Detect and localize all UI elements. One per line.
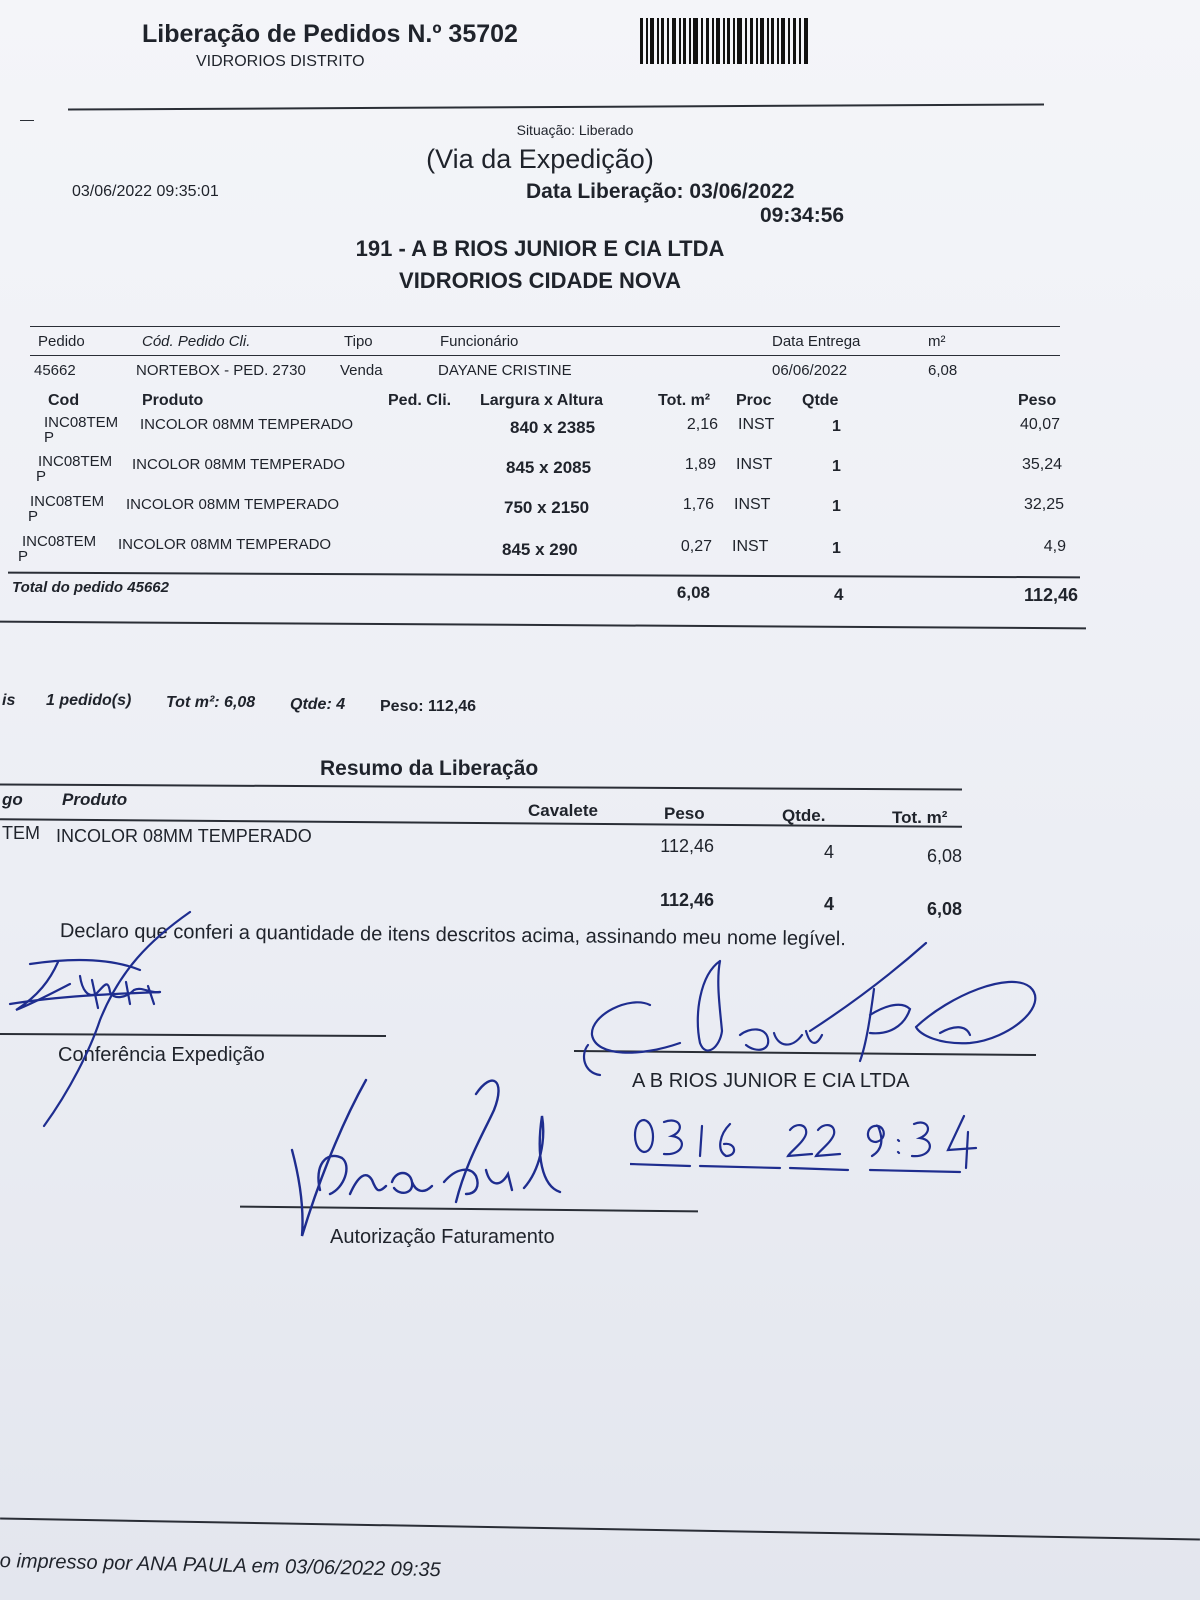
col-data-entrega: Data Entrega (772, 333, 861, 350)
items-col-qtde: Qtde (802, 392, 839, 409)
item-proc: INST (738, 416, 775, 433)
item-peso: 35,24 (1021, 456, 1062, 473)
item-tot-m2: 1,76 (682, 496, 714, 513)
summary-m2: Tot m²: 6,08 (166, 694, 256, 711)
col-pedido: Pedido (38, 333, 85, 350)
items-total-rule (8, 572, 1080, 579)
resumo-row-produto: INCOLOR 08MM TEMPERADO (56, 826, 312, 846)
item-peso: 40,07 (1019, 416, 1060, 433)
status-text: Situação: Liberado (516, 122, 634, 138)
item-tot-m2: 1,89 (684, 456, 716, 473)
item-peso: 4,9 (1043, 538, 1066, 555)
items-col-produto: Produto (142, 392, 204, 409)
declaration-text: Declaro que conferi a quantidade de itens descritos acima, assinando meu nome legível. (59, 920, 846, 951)
order-m2: 6,08 (928, 362, 958, 379)
autorizacao-label: Autorização Faturamento (330, 1226, 555, 1248)
col-funcionario: Funcionário (440, 333, 519, 350)
order-type: Venda (340, 362, 383, 379)
item-dimensions: 845 x 2085 (506, 458, 592, 477)
order-total-peso: 112,46 (1023, 585, 1078, 605)
items-col-tot-m2: Tot. m² (658, 392, 711, 409)
order-number: 45662 (34, 362, 76, 379)
item-qtde: 1 (832, 498, 841, 515)
conferencia-label: Conferência Expedição (58, 1044, 265, 1066)
item-code: INC08TEM (22, 533, 97, 550)
store-name: VIDRORIOS CIDADE NOVA (399, 268, 681, 293)
barcode-icon (640, 18, 810, 64)
copy-type: (Via da Expedição) (426, 144, 654, 174)
resumo-top-rule (0, 783, 962, 790)
item-code-suffix: P (44, 429, 55, 446)
footer-rule (0, 1518, 1200, 1541)
order-total-m2: 6,08 (676, 583, 710, 602)
resumo-col-produto: Produto (62, 790, 128, 809)
client-name: 191 - A B RIOS JUNIOR E CIA LTDA (355, 236, 725, 261)
resumo-col-qtde: Qtde. (782, 806, 826, 825)
col-cod-cli: Cód. Pedido Cli. (142, 333, 251, 350)
item-code-suffix: P (36, 468, 47, 485)
order-total-label: Total do pedido 45662 (12, 579, 169, 596)
item-peso: 32,25 (1023, 496, 1064, 513)
summary-qtde: Qtde: 4 (290, 696, 346, 713)
resumo-total-tot: 6,08 (926, 899, 962, 919)
item-product: INCOLOR 08MM TEMPERADO (140, 416, 354, 433)
handwritten-date-ink (630, 1110, 1010, 1190)
item-proc: INST (734, 496, 771, 513)
item-proc: INST (732, 538, 769, 555)
order-top-rule (30, 326, 1060, 327)
item-dimensions: 845 x 290 (502, 540, 578, 559)
branch-name: VIDRORIOS DISTRITO (196, 53, 365, 70)
release-time: 09:34:56 (760, 204, 845, 227)
section-divider (0, 621, 1086, 630)
item-tot-m2: 0,27 (680, 538, 712, 555)
resumo-col-peso: Peso (664, 804, 705, 823)
order-header-rule (30, 355, 1060, 356)
signature-autorizacao-ink (280, 1070, 600, 1250)
item-qtde: 1 (832, 540, 841, 557)
items-col-cod: Cod (48, 392, 80, 409)
client-signature-label: A B RIOS JUNIOR E CIA LTDA (632, 1070, 910, 1092)
item-code: INC08TEM (44, 414, 119, 431)
release-date: Data Liberação: 03/06/2022 (526, 180, 795, 203)
item-product: INCOLOR 08MM TEMPERADO (132, 456, 346, 473)
items-col-dimensions: Largura x Altura (480, 392, 603, 409)
item-tot-m2: 2,16 (686, 416, 718, 433)
item-code: INC08TEM (30, 493, 105, 510)
item-product: INCOLOR 08MM TEMPERADO (118, 536, 332, 553)
resumo-row-tot: 6,08 (926, 846, 962, 866)
resumo-col-cod: go (2, 790, 23, 809)
items-col-proc: Proc (736, 392, 772, 409)
header-divider (68, 103, 1044, 110)
item-qtde: 1 (832, 418, 841, 435)
resumo-row-qtde: 4 (824, 842, 835, 862)
item-code-suffix: P (18, 548, 29, 565)
order-total-qtde: 4 (834, 585, 844, 604)
item-proc: INST (736, 456, 773, 473)
print-timestamp: 03/06/2022 09:35:01 (72, 183, 219, 200)
resumo-total-qtde: 4 (824, 894, 835, 914)
items-col-ped-cli: Ped. Cli. (388, 392, 452, 409)
item-product: INCOLOR 08MM TEMPERADO (126, 496, 340, 513)
order-employee: DAYANE CRISTINE (438, 362, 572, 379)
resumo-row-cod: TEM (2, 823, 40, 843)
item-dimensions: 840 x 2385 (510, 418, 596, 437)
items-col-peso: Peso (1018, 392, 1057, 409)
signature-conferencia-ink (0, 900, 220, 1130)
summary-peso: Peso: 112,46 (380, 698, 477, 715)
col-m2: m² (928, 333, 946, 350)
left-edge-mark (20, 120, 34, 121)
item-code: INC08TEM (38, 453, 113, 470)
printed-by-footer: o impresso por ANA PAULA em 03/06/2022 09:35 (0, 1550, 441, 1582)
resumo-col-cavalete: Cavalete (528, 801, 598, 820)
signature-client-ink (570, 935, 1070, 1105)
order-client-code: NORTEBOX - PED. 2730 (136, 362, 306, 379)
summary-prefix: is (2, 692, 16, 709)
resumo-col-tot-m2: Tot. m² (892, 808, 948, 827)
item-qtde: 1 (832, 458, 841, 475)
order-delivery-date: 06/06/2022 (772, 362, 848, 379)
document-title: Liberação de Pedidos N.º 35702 (142, 20, 518, 48)
item-code-suffix: P (28, 508, 39, 525)
resumo-row-peso: 112,46 (660, 836, 714, 856)
col-tipo: Tipo (344, 333, 373, 350)
resumo-title: Resumo da Liberação (320, 757, 539, 780)
resumo-total-peso: 112,46 (659, 890, 714, 910)
item-dimensions: 750 x 2150 (504, 498, 590, 517)
summary-orders: 1 pedido(s) (46, 692, 132, 709)
